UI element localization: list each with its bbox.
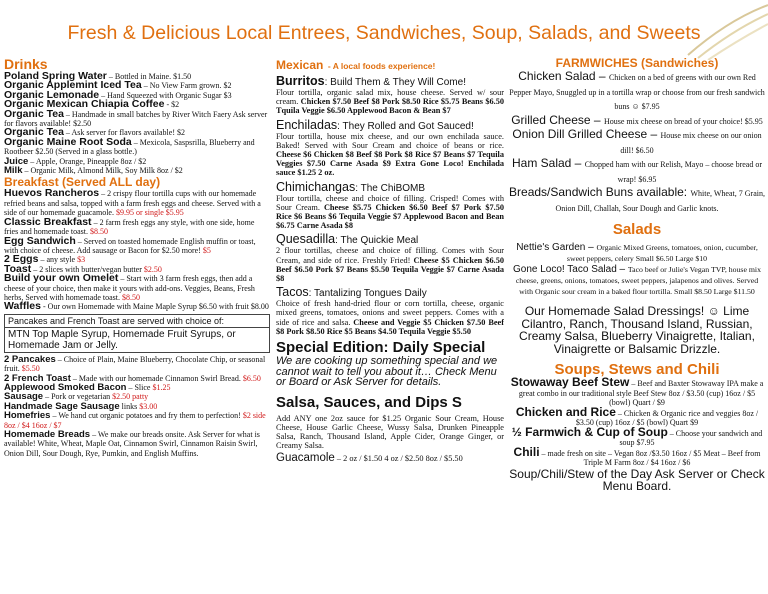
mexican-item-burritos: Burritos: Build Them & They Will Come! Flour tortilla, organic salad mix, house cheese. Served w/ sour cream. Chicken $7.50 Beef $8 Pork $8.50 Rice $5.75 Beans $6.50 Tquila Veggie $6.50 Applewood Bacon & Bean $7	[276, 74, 504, 116]
decorative-swoosh-graphic	[678, 0, 768, 60]
list-item: Breads/Sandwich Buns available: White, Wheat, 7 Grain, Onion Dill, Challah, Sour Dough and Garlic knots.	[509, 185, 765, 213]
list-item: Nettie's Garden – Organic Mixed Greens, tomatoes, onion, cucumber, sweet peppers, celery Small $6.50 Large $10	[516, 242, 758, 263]
mexican-item-chimichangas: Chimichangas: The ChiBOMB Flour tortilla, cheese and choice of filling. Crisped! Comes with Sour Cream. Cheese $5.75 Chicken $6.50 Beef $7 Pork $7.50 Rice $6 Beans $6 Tequila Veggie $7 Applewood Bacon and Bean $6.75 Carne Asada $8	[276, 179, 504, 231]
list-item: Poland Spring Water – Bottled in Maine. $1.50	[4, 70, 192, 82]
mexican-heading: Mexican - A local foods experience!	[276, 58, 436, 72]
breakfast-list	[4, 189, 270, 311]
list-item: Chili – made fresh on site – Vegan 8oz /$3.50 16oz / $5 Meat – Beef from Triple M Farm 8oz / $4 16oz / $6	[513, 444, 761, 467]
special-description: We are cooking up something special and we cannot wait to tell you about it… Check Menu or Board or Ask Server for details.	[276, 355, 498, 389]
salsa-description: Add ANY one 2oz sauce for $1.25 Organic Sour Cream, House Cheese, House Garlic Cheese, Wussy Salsa, Drunken Pineapple Salsa, Ranch, Thousand Island, Apple Cider, Orange Ginger, or Creamy Salsa.	[276, 413, 504, 451]
syrup-box-body: MTN Top Maple Syrup, Homemade Fruit Syrups, or Homemade Jam or Jelly.	[8, 328, 236, 351]
farmwiches-list	[508, 70, 766, 215]
drinks-heading: Drinks	[4, 56, 48, 72]
mexican-item-quesadilla: Quesadilla: The Quickie Meal 2 flour tortillas, cheese and choice of filling. Comes with Sour Cream, and side of rice. Freshly Fried! Cheese $5 Chicken $6.50 Beef $6.50 Pork $7 Beans $5.50 Tequila Veggie $7 Carne Asada $8	[276, 232, 504, 284]
list-item: Chicken Salad – Chicken on a bed of greens with our own Red Pepper Mayo, Snuggled up in a tortilla wrap or choose from our fresh sandwich buns ☺ $7.95	[509, 69, 765, 111]
mexican-item-tacos: Tacos: Tantalizing Tongues Daily Choice of fresh hand-dried flour or corn tortilla, cheese, organic mixed greens, tomatoes, onions and sweet peppers. Comes with a side of rice and salsa. Cheese and Veggie $5 Chicken $7.50 Beef $8 Pork $8.50 Rice $5 Beans $4.50 Tequila Veggie $5.50	[276, 285, 504, 336]
soups-list	[508, 375, 766, 468]
syrup-choice-box	[4, 314, 270, 353]
special-heading: Special Edition: Daily Special	[276, 339, 486, 357]
list-item: Organic Tea – Ask server for flavors available! $2	[4, 126, 185, 139]
salads-heading: Salads	[612, 221, 662, 238]
list-item: Gone Loco! Taco Salad – Taco beef or Julie's Vegan TVP, house mix cheese, greens, onions, tomatoes, sweet peppers, jalapenos and olives. Served with Organic sour cream in a baked flour tortilla. Small $8.50 Large $11.50	[512, 264, 761, 296]
list-item: 2 Pancakes – Choice of Plain, Maine Blueberry, Chocolate Chip, or seasonal fruit. $5.50	[4, 353, 266, 374]
list-item: Handmade Sage Sausage links $3.00	[4, 400, 158, 412]
list-item: Organic Lemonade – Hand Squeezed with Organic Sugar $3	[4, 88, 232, 101]
list-item: Organic Tea – Handmade in small batches by River Witch Faery Ask server for flavors available! $2.50	[4, 107, 268, 129]
mexican-item-enchiladas: Enchiladas: They Rolled and Got Sauced! Flour tortilla, house mix cheese, and our own enchilada sauce. Baked! Served with Sour Cream and choice of beans or rice. Cheese $6 Chicken $8 Beef $8 Pork $8 Rice $7 Beans $7 Tequila Veggies $7.50 Carne Asada $9 Extra Gone Loco! Enchilada sauce $1.25 2 oz.	[276, 117, 504, 178]
list-item: Toast – 2 slices with butter/vegan butter $2.50	[4, 262, 162, 275]
list-item: 2 Eggs – any style $3	[4, 253, 86, 266]
list-item: Organic Maine Root Soda – Mexicola, Saspsrilla, Blueberry and Rootbeer $2.50 (Served in a glass bottle.)	[4, 135, 255, 157]
list-item: Ham Salad – Chopped ham with our Relish, Mayo – choose bread or wrap! $6.95	[511, 156, 763, 184]
salsa-heading: Salsa, Sauces, and Dips S	[276, 393, 462, 411]
list-item: Chicken and Rice – Chicken & Organic rice and veggies 8oz / $3.50 (cup) 16oz / $5 (bowl) Quart $9	[515, 404, 759, 427]
list-item: Classic Breakfast – 2 farm fresh eggs any style, with one side, home fries and homemade toast. $8.50	[4, 215, 255, 237]
list-item: Sausage – Pork or vegetarian $2.50 patty	[4, 391, 149, 403]
list-item: ½ Farmwich & Cup of Soup – Choose your sandwich and soup $7.95	[511, 424, 763, 447]
list-item: Stowaway Beef Stew – Beef and Baxter Stowaway IPA make a great combo in our traditional style Beef Stew 8oz / $3.50 (cup) 16oz / $5 (bowl) Quart / $9	[510, 375, 764, 407]
list-item: Grilled Cheese – House mix cheese on bread of your choice! $5.95	[511, 112, 763, 127]
soup-of-the-day-note: Soup/Chili/Stew of the Day Ask Server or Check Menu Board.	[509, 466, 765, 493]
list-item: Huevos Rancheros – 2 crispy flour tortilla cups with our homemade refried beans and salsa, topped with a farm fresh eggs and cheese. Served with a side of our homemade guacamole. $9.95 or single $5.95	[4, 187, 261, 218]
middle-column	[276, 56, 504, 464]
salad-dressings: Our Homemade Salad Dressings! ☺ Lime Cilantro, Ranch, Thousand Island, Russian, Creamy Salsa, Blueberry Vinaigrette, Italian, Vinaigrette or Balsamic Drizzle.	[519, 304, 755, 356]
list-item: Milk – Organic Milk, Almond Milk, Soy Milk 8oz / $2	[4, 165, 183, 177]
list-item: Organic Mexican Chiapia Coffee - $2	[4, 98, 180, 111]
syrup-box-header: Pancakes and French Toast are served with choice of:	[5, 316, 269, 328]
list-item: Onion Dill Grilled Cheese – House mix cheese on our onion dill! $6.50	[512, 127, 762, 155]
salads-list	[508, 242, 766, 297]
breakfast-sides-list	[4, 355, 270, 458]
drinks-list	[4, 72, 270, 175]
list-item: Egg Sandwich – Served on toasted homemade English muffin or toast, with choice of cheese. Add sausage or Bacon for $2.50 more! $5	[4, 234, 256, 255]
farmwiches-heading: FARMWICHES (Sandwiches)	[555, 56, 719, 70]
left-column	[4, 56, 270, 458]
list-item: Juice – Apple, Orange, Pineapple 8oz / $2	[4, 155, 147, 167]
list-item: 2 French Toast – Made with our homemade Cinnamon Swirl Bread. $6.50	[4, 372, 261, 384]
list-item: Waffles - Our own Homemade with Maine Maple Syrup $6.50 with fruit $8.00	[4, 300, 269, 313]
list-item: Build your own Omelet – Start with 3 farm fresh eggs, then add a cheese of your choice, then make it yours with add-ons. Veggies, Beans, Fresh herbs, Served with homemade toast. $8.50	[4, 272, 255, 302]
right-column	[508, 56, 766, 493]
guacamole-item: Guacamole – 2 oz / $1.50 4 oz / $2.50 8oz / $5.50	[276, 452, 463, 464]
list-item: Homefries – We hand cut organic potatoes and fry them to perfection! $2 side 8oz / $4 16oz / $7	[4, 410, 266, 430]
breakfast-heading: Breakfast (Served ALL day)	[4, 175, 161, 190]
soups-heading: Soups, Stews and Chili	[554, 361, 720, 378]
menu-title: Fresh & Delicious Local Entrees, Sandwiches, Soup, Salads, and Sweets	[67, 22, 701, 44]
list-item: Organic Applemint Iced Tea – No View Farm grown. $2	[4, 79, 232, 92]
list-item: Applewood Smoked Bacon – Slice $1.25	[4, 381, 171, 393]
list-item: Homemade Breads – We make our breads onsite. Ask Server for what is available! White, Wheat, Maple Oat, Cinnamon Swirl, Cinnamon Raisin Swirl, Onion Dill, Sour Dough, Rye, Pumkin, and English Muffins.	[4, 429, 260, 458]
